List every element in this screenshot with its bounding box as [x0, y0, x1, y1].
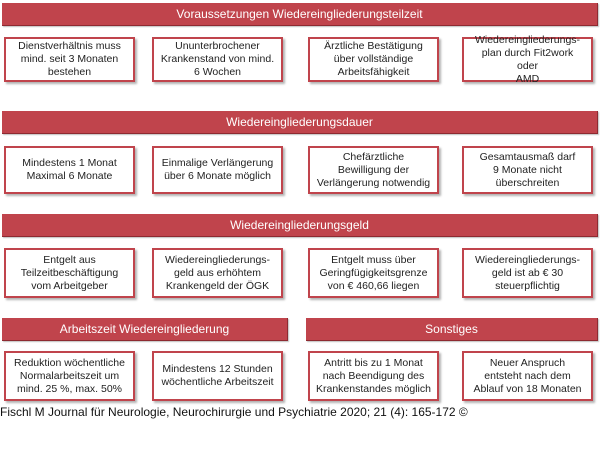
section-header-dauer: Wiedereingliederungsdauer [2, 111, 598, 134]
box-mindeststunden: Mindestens 12 Stunden wöchentliche Arbeitszeit [152, 351, 283, 401]
box-chefaerztliche-bewilligung: Chefärztliche Bewilligung der Verlängerung notwendig [308, 146, 439, 194]
source-caption: Fischl M Journal für Neurologie, Neurochirurgie und Psychiatrie 2020; 21 (4): 165-172 © [0, 405, 468, 419]
box-steuerpflicht: Wiedereingliederungs- geld ist ab € 30 steuerpflichtig [462, 248, 593, 298]
box-antritt: Antritt bis zu 1 Monat nach Beendigung des Krankenstandes möglich [308, 351, 439, 401]
section-header-arbeitszeit: Arbeitszeit Wiedereingliederung [2, 318, 288, 341]
box-aerztliche-bestaetigung: Ärztliche Bestätigung über vollständige Arbeitsfähigkeit [308, 37, 439, 82]
box-krankengeld-oegk: Wiedereingliederungs- geld aus erhöhtem Krankengeld der ÖGK [152, 248, 283, 298]
box-entgelt-arbeitgeber: Entgelt aus Teilzeitbeschäftigung vom Arbeitgeber [4, 248, 135, 298]
box-geringfuegigkeitsgrenze: Entgelt muss über Geringfügigkeitsgrenze von € 460,66 liegen [308, 248, 439, 298]
section-header-voraussetzungen: Voraussetzungen Wiedereingliederungsteilzeit [2, 3, 598, 26]
box-dienstverhaeltnis: Dienstverhältnis muss mind. seit 3 Monaten bestehen [4, 37, 135, 82]
box-reduktion-normalarbeitszeit: Reduktion wöchentliche Normalarbeitszeit um mind. 25 %, max. 50% [4, 351, 135, 401]
box-eingliederungsplan: Wiedereingliederungs- plan durch Fit2work oder AMD [462, 37, 593, 82]
section-header-sonstiges: Sonstiges [306, 318, 598, 341]
box-mindestdauer: Mindestens 1 Monat Maximal 6 Monate [4, 146, 135, 194]
box-gesamtausmass: Gesamtausmaß darf 9 Monate nicht überschreiten [462, 146, 593, 194]
section-header-geld: Wiedereingliederungsgeld [2, 214, 598, 237]
box-krankenstand: Ununterbrochener Krankenstand von mind. 6 Wochen [152, 37, 283, 82]
box-verlaengerung: Einmalige Verlängerung über 6 Monate möglich [152, 146, 283, 194]
box-neuer-anspruch: Neuer Anspruch entsteht nach dem Ablauf von 18 Monaten [462, 351, 593, 401]
